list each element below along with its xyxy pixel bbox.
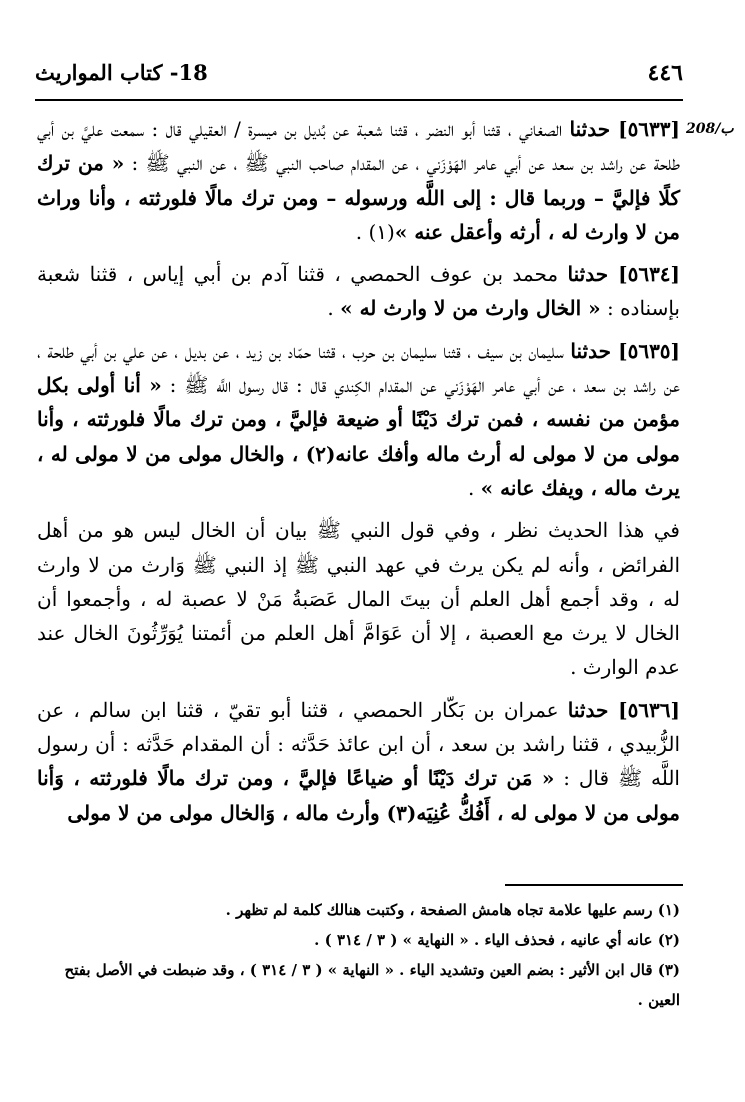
hadith-5636 [37, 693, 680, 830]
isnad-text: الصغاني ، قثنا أبو النضر ، قثنا شعبة عن بُديل بن ميسرة / العقيلي قال : سمعت عليَّ بن أبي طلحة عن راشد بن سعد عن أبي عامر الهَوْزَني ، عن المقدام صاحب النبي ﷺ ، عن النبي ﷺ : [37, 117, 681, 176]
hadith-quote: « مَن ترك دَيْنًا أو ضياعًا فإليَّ ، ومن ترك مالًا فلورثته ، وَأنا مولى من لا مولى له ، أَفُكُّ عُنِيَه(٣) وأرث ماله ، وَالخال مولى من لا مولى [37, 766, 680, 825]
hadith-5634 [37, 257, 680, 326]
page-header [35, 60, 683, 90]
hadith-5633 [37, 112, 680, 249]
isnad-text: محمد بن عوف الحمصي ، قثنا آدم بن أبي إياس ، قثنا شعبة بإسناده : [37, 262, 680, 321]
footnote-3: (٣) قال ابن الأثير : بضم العين وتشديد الياء . « النهاية » ( ٣ / ٣١٤ ) ، وقد ضبطت في الأصل بفتح العين . [64, 961, 680, 1009]
hadith-number: [٥٦٣٤] حدثنا [567, 262, 681, 287]
hadith-5635 [37, 334, 680, 505]
hadith-quote: « أنا أولى بكل مؤمن من نفسه ، فمن ترك دَيْنًا أو ضيعة فإليَّ ، ومن ترك مالًا فلورثته ، وأنا مولى من لا مولى له أرث ماله وأفك عانه(٢) ، والخال مولى من لا مولى له ، يرث ماله ، ويفك عانه » [37, 373, 681, 500]
commentary-paragraph [37, 513, 680, 684]
paragraph-tail: (١) . [355, 219, 395, 244]
isnad-text: سليمان بن سيف ، قثنا سليمان بن حرب ، قثنا حمّاد بن زيد ، عن بديل ، عن علي بن أبي طلحة ، عن راشد بن سعد ، عن أبي عامر الهَوْزَني عن المقدام الكِندي قال : قال رسول اللَّه ﷺ : [37, 338, 680, 398]
main-text [37, 112, 680, 838]
footnote-1: (١) رسم عليها علامة تجاه هامش الصفحة ، وكتبت هنالك كلمة لم تظهر . [225, 901, 680, 919]
paragraph-tail: . [327, 296, 341, 321]
hadith-quote: « من ترك كلًا فإليَّ – وربما قال : إلى اللَّه ورسوله – ومن ترك مالًا فلورثته ، وأنا وراث من لا وارث له ، أرثه وأعقل عنه » [37, 151, 680, 244]
paragraph-tail: . [467, 475, 481, 500]
footnote-rule [505, 884, 683, 886]
hadith-quote: « الخال وارث من لا وارث له » [340, 296, 601, 321]
isnad-text: عمران بن بَكّار الحمصي ، قثنا أبو تقيّ ، قثنا ابن سالم ، عن الزُّبيدي ، قثنا راشد بن سعد ، أن ابن عائذ حَدَّثه : أن المقدام حَدَّثه : أن رسول اللَّه ﷺ قال : [37, 697, 681, 791]
header-rule [35, 99, 683, 101]
hadith-number: [٥٦٣٣] حدثنا [569, 117, 680, 141]
hadith-number: [٥٦٣٥] حدثنا [570, 338, 681, 363]
footnotes [37, 895, 680, 1015]
book-title: 18- كتاب المواريث [35, 60, 208, 85]
commentary-text: في هذا الحديث نظر ، وفي قول النبي ﷺ بيان أن الخال ليس هو من أهل الفرائض ، وأنه لم يكن يرث في عهد النبي ﷺ إذ النبي ﷺ وَارث من لا وارث له ، وقد أجمع أهل العلم أن بيتَ المال عَصَبةُ مَنْ لا عصبة له ، وأجمعوا أن الخال لا يرث مع العصبة ، إلا أن عَوَامَّ أهل العلم من أئمتنا يُوَرِّثُونَ الخال عند عدم الوارث . [37, 518, 680, 680]
margin-folio-note: 208/ب [686, 121, 734, 137]
footnote-2: (٢) عانه أي عانيه ، فحذف الياء . « النهاية » ( ٣ / ٣١٤ ) . [314, 931, 680, 949]
hadith-number: [٥٦٣٦] حدثنا [567, 697, 680, 722]
page-number: ٤٤٦ [647, 60, 683, 86]
